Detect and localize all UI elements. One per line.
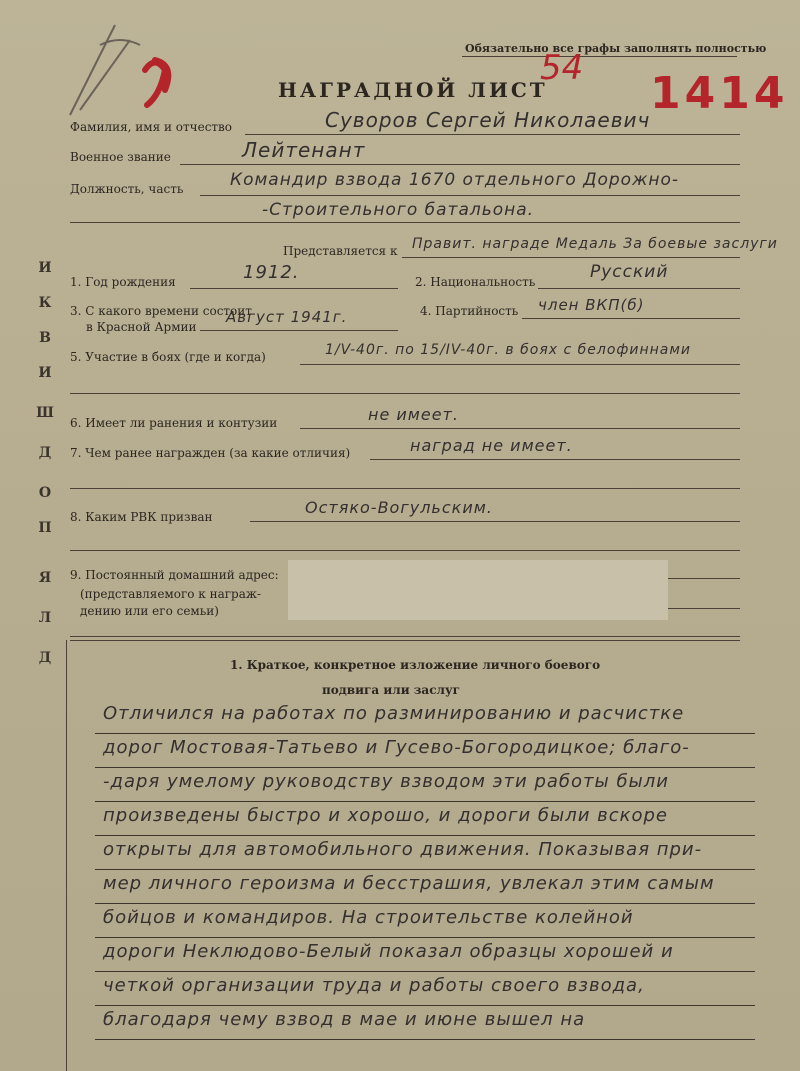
nationality-rule (538, 288, 740, 289)
battles-value: 1/V-40г. по 15/IV-40г. в боях с белофиннами (325, 342, 691, 358)
rvk-label: 8. Каким РВК призван (70, 510, 213, 524)
awards-rule-1 (370, 459, 740, 460)
previous-awards-value: наград не имеет. (410, 436, 573, 455)
address-label-1: 9. Постоянный домашний адрес: (70, 568, 279, 582)
merit-description (95, 700, 755, 1040)
name-value: Суворов Сергей Николаевич (325, 108, 651, 132)
vertical-letter: Я (38, 570, 52, 586)
nationality-label: 2. Национальность (415, 275, 536, 289)
vertical-letter: Д (38, 445, 52, 461)
vertical-letter: К (38, 295, 52, 311)
birth-year-value: 1912. (243, 262, 300, 283)
presented-rule (402, 257, 740, 258)
rvk-rule-1 (250, 521, 740, 522)
battles-rule-2 (70, 393, 740, 394)
party-rule (522, 318, 740, 319)
position-label: Должность, часть (70, 182, 184, 196)
address-label-2: (представляемого к награж- (80, 587, 261, 601)
address-rule-3 (70, 636, 740, 637)
story-line: дорог Мостовая-Татьево и Гусево-Богородицкое; благо- (95, 734, 755, 768)
position-rule-2 (70, 222, 740, 223)
service-since-value: Август 1941г. (226, 308, 348, 326)
story-line: произведены быстро и хорошо, и дороги были вскоре (95, 802, 755, 836)
vertical-letter: О (38, 485, 52, 501)
corner-red-mark: 1414 (650, 68, 789, 119)
wounds-rule (300, 428, 740, 429)
service-since-label-2: в Красной Армии (86, 320, 197, 334)
redacted-address-area (288, 560, 668, 620)
address-label-3: дению или его семьи) (80, 604, 219, 618)
story-line: дороги Неклюдово-Белый показал образцы хорошей и (95, 938, 755, 972)
party-label: 4. Партийность (420, 304, 519, 318)
vertical-label-for-signatures (30, 250, 60, 680)
page-title: НАГРАДНОЙ ЛИСТ (278, 78, 548, 102)
rvk-value: Остяко-Вогульским. (305, 498, 493, 517)
battles-label: 5. Участие в боях (где и когда) (70, 350, 266, 364)
position-value-line1: Командир взвода 1670 отдельного Дорожно- (230, 170, 680, 190)
vertical-letter: И (38, 260, 52, 276)
header-note: Обязательно все графы заполнять полностью (465, 42, 767, 55)
story-line: бойцов и командиров. На строительстве колейной (95, 904, 755, 938)
vertical-letter: Л (38, 610, 52, 626)
party-value: член ВКП(б) (538, 296, 645, 314)
birth-rule (190, 288, 398, 289)
rank-rule (180, 164, 740, 165)
story-line: открыты для автомобильного движения. Показывая при- (95, 836, 755, 870)
section-heading-line1: 1. Краткое, конкретное изложение личного боевого (230, 658, 601, 672)
birth-year-label: 1. Год рождения (70, 275, 176, 289)
frame-left-line (66, 640, 67, 1071)
story-line: благодаря чему взвод в мае и июне вышел на (95, 1006, 755, 1040)
address-rule-1 (668, 578, 740, 579)
address-rule-2 (668, 608, 740, 609)
presented-value: Правит. награде Медаль За боевые заслуги (412, 236, 778, 252)
vertical-letter: Д (38, 650, 52, 666)
name-label: Фамилия, имя и отчество (70, 120, 233, 134)
story-line: мер личного героизма и бесстрашия, увлекал этим самым (95, 870, 755, 904)
vertical-letter: Ш (36, 405, 54, 421)
section-heading-line2: подвига или заслуг (322, 683, 461, 697)
vertical-letter: В (39, 330, 51, 346)
vertical-letter: П (38, 520, 52, 536)
battles-rule-1 (300, 364, 740, 365)
rank-value: Лейтенант (242, 138, 366, 162)
position-rule-1 (200, 195, 740, 196)
awards-rule-2 (70, 488, 740, 489)
vertical-letter: И (38, 365, 52, 381)
story-line: -даря умелому руководству взводом эти работы были (95, 768, 755, 802)
service-since-label-1: 3. С какого времени состоит (70, 304, 252, 318)
rvk-rule-2 (70, 550, 740, 551)
wounds-label: 6. Имеет ли ранения и контузии (70, 416, 278, 430)
corner-scribble-mark (60, 15, 180, 125)
header-underline (462, 56, 737, 57)
name-rule (245, 134, 740, 135)
previous-awards-label: 7. Чем ранее награжден (за какие отличия) (70, 446, 351, 460)
story-line: Отличился на работах по разминированию и расчистке (95, 700, 755, 734)
service-rule (200, 330, 398, 331)
rank-label: Военное звание (70, 150, 171, 164)
position-value-line2: -Строительного батальона. (262, 200, 535, 220)
page-number: 54 (540, 48, 584, 88)
story-line: четкой организации труда и работы своего взвода, (95, 972, 755, 1006)
nationality-value: Русский (590, 262, 669, 282)
address-rule-4 (70, 640, 740, 641)
wounds-value: не имеет. (368, 405, 459, 424)
presented-label: Представляется к (283, 244, 398, 258)
